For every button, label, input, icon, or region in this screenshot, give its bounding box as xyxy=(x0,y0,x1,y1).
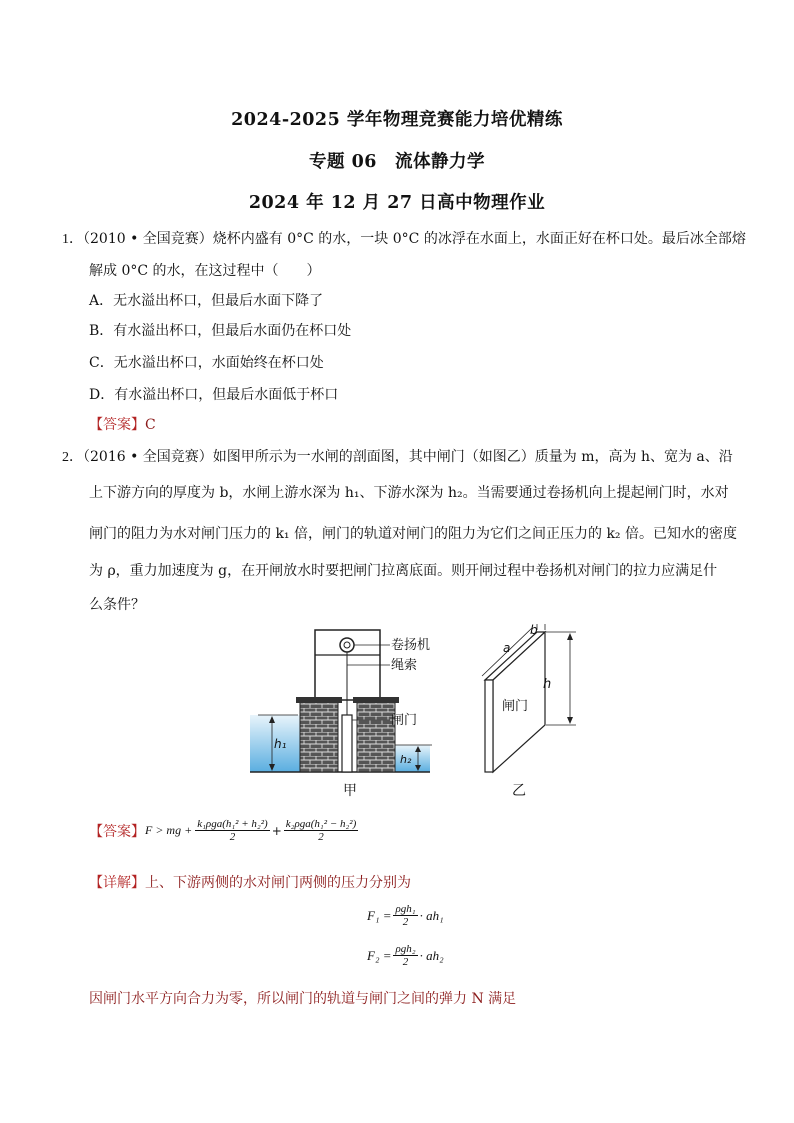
q1-answer-label: 【答案】 xyxy=(89,417,145,433)
eq1-numerator: ρgh₁ xyxy=(395,903,416,915)
sluice-figure xyxy=(250,620,590,805)
frac2-denominator: 2 xyxy=(318,831,324,843)
h1-label: h₁ xyxy=(274,737,287,751)
equation-f1 xyxy=(367,903,444,928)
topic-title: 专题 06 流体静力学 xyxy=(309,152,485,172)
equation-f2 xyxy=(367,943,444,968)
q2-number: 2． xyxy=(62,450,83,465)
detail-label: 【详解】 xyxy=(89,875,145,891)
date-title: 2024 年 12 月 27 日高中物理作业 xyxy=(248,193,546,213)
q2-answer-frac2 xyxy=(284,818,358,843)
q1-option-c: C．无水溢出杯口，水面始终在杯口处 xyxy=(89,355,324,371)
q2-answer xyxy=(89,818,358,843)
eq2-frac xyxy=(393,943,417,968)
q1-option-a: A．无水溢出杯口，但最后水面下降了 xyxy=(89,293,324,309)
q1-answer xyxy=(89,414,156,434)
q2-answer-frac1 xyxy=(195,818,269,843)
h-label: h xyxy=(543,677,552,692)
q1-answer-value: C xyxy=(145,417,156,433)
q2-stem-2: 上下游方向的厚度为 b，水闸上游水深为 h₁、下游水深为 h₂。当需要通过卷扬机向上提起闸门时，水对 xyxy=(89,485,729,501)
q1-number: 1． xyxy=(62,232,83,247)
eq1-denominator: 2 xyxy=(402,916,409,928)
q1-option-b: B．有水溢出杯口，但最后水面仍在杯口处 xyxy=(89,323,352,339)
eq2-denominator: 2 xyxy=(402,956,409,968)
b-label: b xyxy=(530,623,538,637)
eq1-frac xyxy=(393,903,417,928)
frac1-denominator: 2 xyxy=(229,831,236,843)
caption-left: 甲 xyxy=(343,783,357,799)
rope-label: 绳索 xyxy=(391,658,418,673)
frac1-numerator: k₁ρga(h₁² + h₂²) xyxy=(197,818,268,830)
q2-stem-4: 为 ρ，重力加速度为 g，在开闸放水时要把闸门拉离底面。则开闸过程中卷扬机对闸门的拉力应满足什 xyxy=(89,563,718,579)
winch-drum xyxy=(340,638,354,652)
q2-answer-lhs: F > mg + xyxy=(145,823,193,837)
gate-label: 闸门 xyxy=(391,713,418,728)
h2-label: h₂ xyxy=(400,753,412,766)
q1-line1 xyxy=(62,228,746,248)
right-pier xyxy=(357,702,395,772)
q2-detail xyxy=(89,872,411,892)
gate-label-right: 闸门 xyxy=(502,699,529,714)
gate xyxy=(342,715,352,772)
q2-stem-3: 闸门的阻力为水对闸门压力的 k₁ 倍，闸门的轨道对闸门的阻力为它们之间正压力的 k₂ 倍。已知水的密度 xyxy=(89,526,737,542)
q2-stem-5: 么条件？ xyxy=(89,597,145,613)
q2-line1 xyxy=(62,446,733,466)
winch-label: 卷扬机 xyxy=(391,638,431,653)
left-pier xyxy=(300,702,338,772)
eq1-rhs: · ah₁ xyxy=(419,907,444,923)
eq1-lhs: F₁ = xyxy=(367,907,392,923)
q2-conclusion: 因闸门水平方向合力为零，所以闸门的轨道与闸门之间的弹力 N 满足 xyxy=(89,991,517,1007)
a-label: a xyxy=(503,641,511,655)
eq2-rhs: · ah₂ xyxy=(419,947,444,963)
doc-title: 2024-2025 学年物理竞赛能力培优精练 xyxy=(231,110,563,130)
q1-stem: （2010 • 全国竞赛）烧杯内盛有 0°C 的水，一块 0°C 的冰浮在水面上，水面正好在杯口处。最后冰全部熔 xyxy=(83,231,746,247)
q2-stem-1: （2016 • 全国竞赛）如图甲所示为一水闸的剖面图，其中闸门（如图乙）质量为 m，高为 h、宽为 a、沿 xyxy=(83,449,733,465)
frac2-numerator: k₂ρga(h₁² − h₂²) xyxy=(285,818,357,830)
q2-answer-label: 【答案】 xyxy=(89,823,145,840)
eq2-lhs: F₂ = xyxy=(367,947,392,963)
caption-right: 乙 xyxy=(512,783,526,799)
q2-answer-plus: + xyxy=(271,823,282,838)
eq2-numerator: ρgh₂ xyxy=(395,943,416,955)
detail-text: 上、下游两侧的水对闸门两侧的压力分别为 xyxy=(145,875,411,891)
q1-option-d: D．有水溢出杯口，但最后水面低于杯口 xyxy=(89,387,339,403)
q1-line2: 解成 0°C 的水，在这过程中（ ） xyxy=(89,263,321,279)
